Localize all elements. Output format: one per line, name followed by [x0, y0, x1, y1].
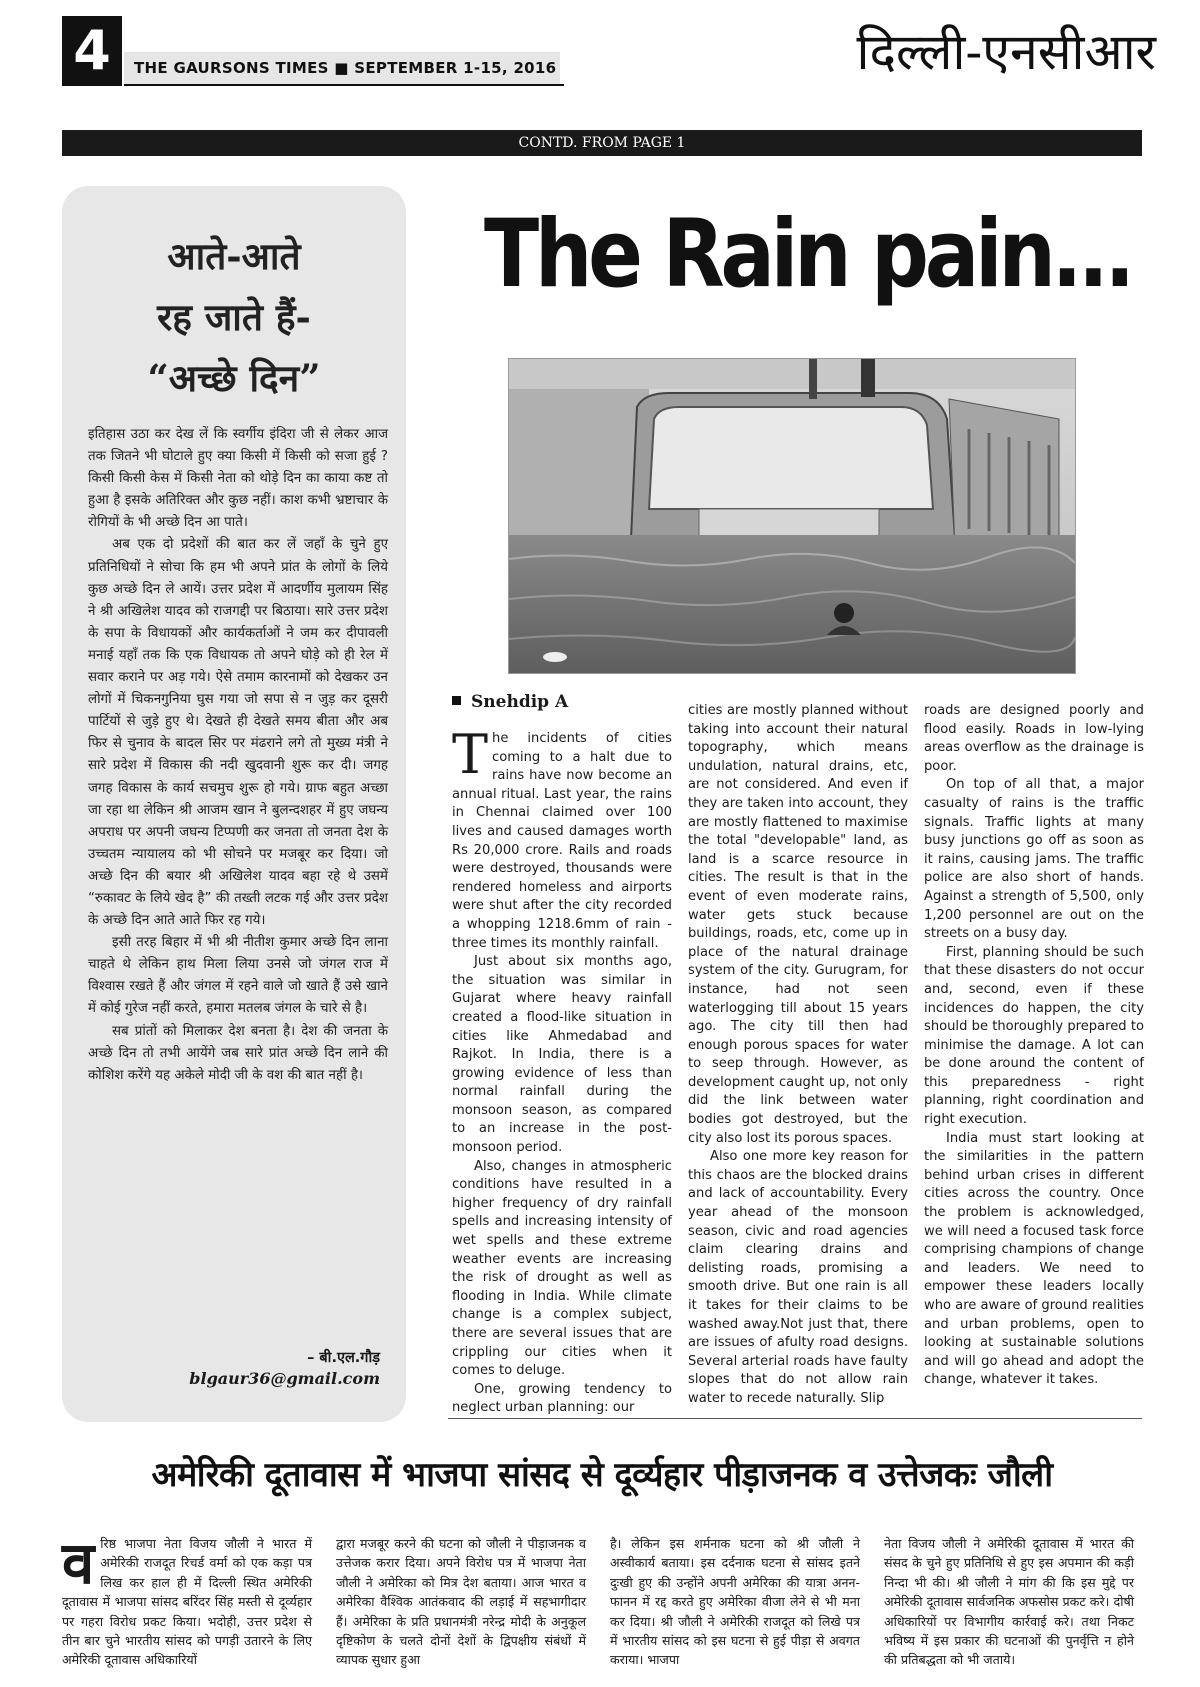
- article2-paragraph: है। लेकिन इस शर्मनाक घटना को श्री जौली ने अस्वीकार्य बताया। इस दर्दनाक घटना से सांसद इतने दुःखी हुए की उन्होंने अपनी अमेरिका की यात्रा अनन-फानन में रद्द करते हुए अमेरिका वीजा लेने से भी मना कर दिया। श्री जौली ने अमेरिकी राजदूत को लिखे पत्र में भारतीय सांसद को इस घटना से हुई पीड़ा से अवगत कराया। भाजपा: [610, 1536, 860, 1668]
- editorial-title-line: “अच्छे दिन”: [147, 356, 321, 400]
- contd-banner: CONTD. FROM PAGE 1: [62, 130, 1142, 156]
- article2-headline: अमेरिकी दूतावास में भाजपा सांसद से दूर्व्यहार पीड़ाजनक व उत्तेजकः जौली: [151, 1455, 1053, 1495]
- article-column-3: [924, 702, 1144, 1390]
- article2-paragraph-text: रिष्ठ भाजपा नेता विजय जौली ने भारत में अमेरिकी राजदूत रिचर्ड वर्मा को एक कड़ा पत्र लिख कर हाल ही में दिल्ली स्थित अमेरिकी दूतावास में भाजपा सांसद बरिंदर सिंह मस्ती से दूर्व्यहार पर गहरा विरोध प्रकट किया। भदोही, उत्तर प्रदेश से तीन बार चुने भारतीय सांसद को पगड़ी उतारने के लिए अमेरिकी दूतावास अधिकारियों: [62, 1536, 312, 1668]
- editorial-body: [88, 424, 388, 1087]
- drop-cap: व: [62, 1529, 95, 1597]
- editorial-email: blgaur36@gmail.com: [189, 1369, 380, 1388]
- byline-name: Snehdip A: [471, 692, 569, 712]
- article2-column-3: [610, 1534, 860, 1670]
- article-paragraph: Also, changes in atmospheric conditions have resulted in a higher frequency of dry rainfall spells and increasing intensity of wet spells and these extreme weather events are increasing the risk of drought as well as flooding in India. While climate change is a complex subject, there are several issues that are crippling our cities when it comes to deluge.: [452, 1158, 672, 1379]
- editorial-title-line: रह जाते हैं-: [157, 295, 311, 339]
- article-column-2: [688, 702, 908, 1409]
- paper-info: THE GAURSONS TIMES ■ SEPTEMBER 1-15, 2016: [134, 59, 557, 77]
- article-paragraph: India must start looking at the similarities in the pattern behind urban crises in different cities across the country. Once the problem is acknowledged, we will need a focused task force comprising champions of change and leaders. We need to empower these leaders locally who are aware of ground realities and urban problems, open to looking at sustainable solutions and will go ahead and adopt the change, whatever it takes.: [924, 1130, 1144, 1388]
- article-paragraph: Also one more key reason for this chaos are the blocked drains and lack of accountability. Every year ahead of the monsoon season, civic and road agencies claim clearing drains and delisting roads, promising a smooth drive. But one rain is all it takes for their claims to be washed away.Not just that, there are issues of afulty road designs. Several arterial roads have faulty slopes that do not allow rain water to recede naturally. Slip: [688, 1149, 908, 1406]
- article-paragraph: On top of all that, a major casualty of rains is the traffic signals. Traffic lights at many busy junctions go off as soon as it rains, causing jams. The traffic police are also short of hands. Against a strength of 5,500, only 1,200 personnel are out on the streets on a busy day.: [924, 777, 1144, 942]
- byline: [452, 692, 568, 712]
- page-number: 4: [62, 16, 122, 86]
- article-paragraph: cities are mostly planned without taking into account their natural topography, which means undulation, natural drains, etc, are not considered. And even if they are taken into account, they are mostly flattened to maximise the total "developable" land, as land is a scarce resource in cities. The result is that in the event of even moderate rains, water gets stuck because buildings, roads, etc, come up in place of the natural drainage system of the city. Gurugram, for instance, had not seen waterlogging till about 15 years ago. The city till then had enough porous spaces for water to seep through. However, as development caught up, not only did the link between water bodies got destroyed, but the city also lost its porous spaces.: [688, 703, 908, 1146]
- flood-photo-image: [509, 359, 1075, 673]
- article2-column-4: [884, 1534, 1134, 1670]
- article2-paragraph: [62, 1529, 312, 1670]
- drop-cap: T: [452, 723, 489, 786]
- article-paragraph-text: he incidents of cities coming to a halt due to rains have now become an annual ritual. Last year, the rains in Chennai claimed over 100 lives and caused damages worth Rs 20,000 crore. Rails and roads were destroyed, thousands were rendered homeless and airports were shut after the city recorded a whopping 1218.6mm of rain - three times its monthly rainfall.: [452, 731, 672, 951]
- article-divider: [448, 1418, 1142, 1419]
- article2-column-2: [336, 1534, 586, 1670]
- article-paragraph: [452, 723, 672, 953]
- editorial-author: – बी.एल.गौड़: [307, 1350, 380, 1366]
- editorial-title-line: आते-आते: [167, 234, 301, 278]
- editorial-paragraph: अब एक दो प्रदेशों की बात कर लें जहाँ के चुने हुए प्रतिनिधियों ने सोचा कि हम भी अपने प्रांत के लोगों के लिये कुछ अच्छे दिन ले आयें। उत्तर प्रदेश में आदर्णीय मुलायम सिंह ने श्री अखिलेश यादव को राजगद्दी पर बिठाया। सारे उत्तर प्रदेश के सपा के विधायकों और कार्यकर्ताओं ने जम कर दीपावली मनाई यहाँ तक कि एक विधायक तो अपने घोड़े को ही रेल में सवार कराने पर अड़ गये। ऐसे तमाम कारनामों को देखकर उन लोगों में चिकनगुनिया घुस गया जो सपा से न जुड़ कर दूसरी पार्टियों से जुड़े हुए थे। देखते ही देखते समय बीता और अब फिर से चुनाव के बादल सिर पर मंढराने लगे तो मुख्य मंत्री ने सारे प्रदेश में विकास की नदी खुदवानी शुरू कर दी। जगह जगह विकास के कार्य सचमुच शुरू हो गये। ग्राफ बहुत अच्छा जा रहा था लेकिन श्री आजम खान ने बुलन्दशहर में हुए जघन्य अपराध पर अपनी जघन्य टिप्पणी कर जनता तो जनता देश के उच्चतम न्यायालय को भी सोचने पर मजबूर कर दिया। जो अच्छे दिन की बयार श्री अखिलेश यादव बहा रहे थे उसमें “रुकावट के लिये खेद है” की तख्ती लटक गई और उत्तर प्रदेश के अच्छे दिन आते आते फिर रह गये।: [88, 537, 388, 929]
- article2-paragraph: नेता विजय जौली ने अमेरिकी दूतावास में भारत की संसद के चुने हुए प्रतिनिधि से हुए इस अपमान की कड़ी निन्दा भी की। श्री जौली ने मांग की कि इस मुद्दे पर अमेरिकी दूतावास सार्वजनिक अफसोस प्रकट करे। दोषी अधिकारियों पर विभागीय कार्रवाई करे। तथा निकट भविष्य में इस प्रकार की घटनाओं की पुनर्वृत्ति न होने की प्रतिबद्धता को भी जताये।: [884, 1536, 1134, 1668]
- article-paragraph: One, growing tendency to neglect urban planning: our: [452, 1381, 672, 1416]
- article-headline: The Rain pain...: [484, 200, 1131, 309]
- article2-column-1: [62, 1529, 312, 1670]
- article-paragraph: roads are designed poorly and flood easily. Roads in low-lying areas overflow as the drainage is poor.: [924, 703, 1144, 774]
- flood-photo: [508, 358, 1076, 674]
- masthead-rule: [124, 84, 564, 86]
- article-column-1: [452, 723, 672, 1418]
- editorial-paragraph: इतिहास उठा कर देख लें कि स्वर्गीय इंदिरा जी से लेकर आज तक जितने भी घोटाले हुए क्या किसी में किसी को सजा हुई ? किसी किसी केस में किसी नेता को थोड़े दिन का काया कष्ट तो हुआ है इसके अतिरिक्त और कुछ नहीं। काश कभी भ्रष्टाचार के रोगियों के भी अच्छे दिन आ पाते।: [88, 427, 388, 531]
- article-paragraph: First, planning should be such that these disasters do not occur and, second, even if these incidences do happen, the city should be thoroughly prepared to minimise the damage. A lot can be done around the content of this preparedness - right planning, right coordination and right execution.: [924, 944, 1144, 1128]
- editorial-paragraph: इसी तरह बिहार में भी श्री नीतीश कुमार अच्छे दिन लाना चाहते थे लेकिन हाथ मिला लिया उनसे जो जंगल राज में विश्वास रखते हैं और जंगल में रहने वाले जो खाते हैं उसे खाने में कोई गुरेज नहीं करते, हमारा मतलब जंगल के चारे से है।: [88, 935, 388, 1017]
- editorial-title: [62, 226, 406, 409]
- article-paragraph: Just about six months ago, the situation was similar in Gujarat where heavy rainfall created a flood-like situation in cities like Ahmedabad and Rajkot. In India, there is a growing evidence of less than normal rainfall during the monsoon season, as compared to an increase in the post-monsoon period.: [452, 954, 672, 1156]
- editorial-paragraph: सब प्रांतों को मिलाकर देश बनता है। देश की जनता के अच्छे दिन तो तभी आयेंगे जब सारे प्रांत अच्छे दिन लाने की कोशिश करेंगे यह अकेले मोदी जी के वश की बात नहीं है।: [88, 1023, 388, 1083]
- article2-paragraph: द्वारा मजबूर करने की घटना को जौली ने पीड़ाजनक व उत्तेजक करार दिया। अपने विरोध पत्र में भाजपा नेता जौली ने अमेरिका को मित्र देश बताया। आज भारत व अमेरिका वैश्विक आतंकवाद की लड़ाई में सहभागीदार हैं। अमेरिका के प्रति प्रधानमंत्री नरेन्द्र मोदी के अनुकूल दृष्टिकोण के चलते दोनों देशों के द्विपक्षीय संबंधों में व्यापक सुधार हुआ: [336, 1536, 586, 1668]
- section-title: दिल्ली-एनसीआर: [856, 23, 1156, 81]
- byline-bullet: [452, 696, 461, 705]
